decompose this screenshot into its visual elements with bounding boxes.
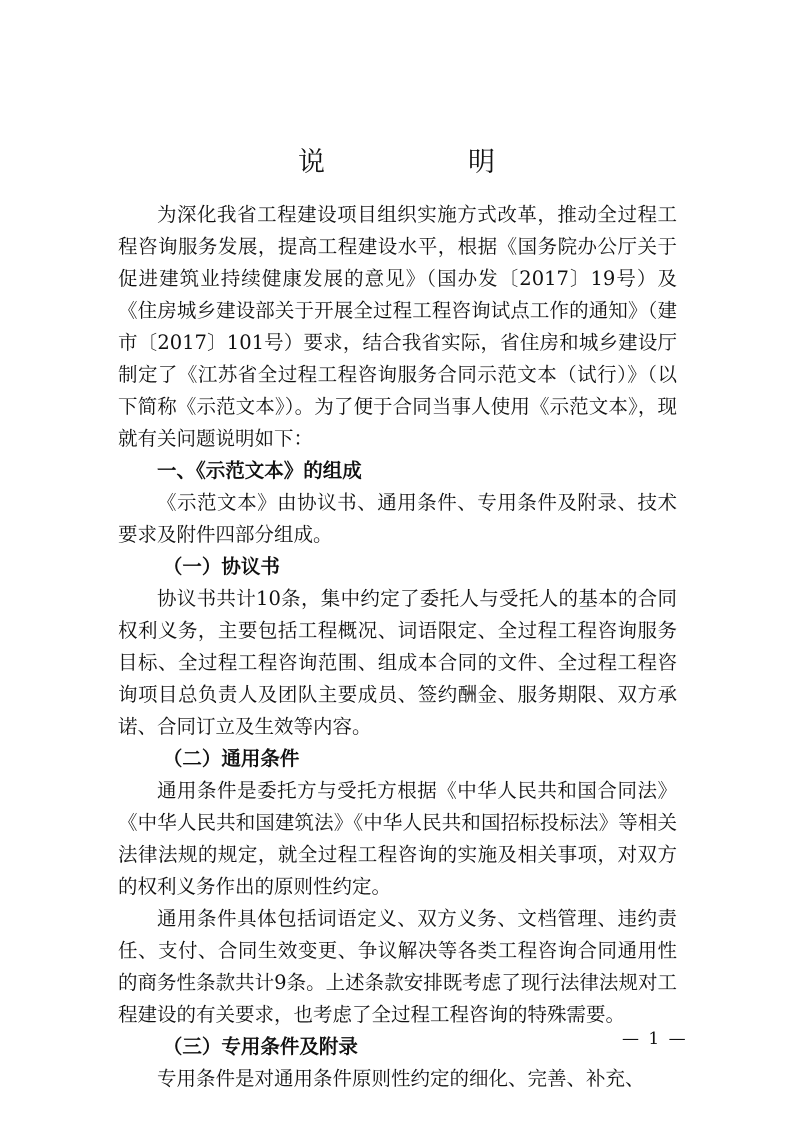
special-conditions-paragraph: 专用条件是对通用条件原则性约定的细化、完善、补充、 [157, 1067, 645, 1090]
agreement-paragraph: 协议书共计10条，集中约定了委托人与受托人的基本的合同权利义务，主要包括工程概况、词语限定、全过程工程咨询服务目标、全过程工程咨询范围、组成本合同的文件、全过程工程咨询项目总负责人及团队主要成员、签约酬金、服务期限、双方承诺、合同订立及生效等内容。 [118, 587, 677, 738]
subsection-heading-special-conditions: （三）专用条件及附录 [162, 1035, 358, 1058]
general-conditions-paragraph-2: 通用条件具体包括词语定义、双方义务、文档管理、违约责任、支付、合同生效变更、争议解决等各类工程咨询合同通用性的商务性条款共计9条。上述条款安排既考虑了现行法律法规对工程建设的有关要求，也考虑了全过程工程咨询的特殊需要。 [118, 907, 677, 1026]
section-heading-composition: 一、《示范文本》的组成 [157, 459, 362, 482]
intro-paragraph: 为深化我省工程建设项目组织实施方式改革，推动全过程工程咨询服务发展，提高工程建设水平，根据《国务院办公厅关于促进建筑业持续健康发展的意见》（国办发〔2017〕19号）及《住房城乡建设部关于开展全过程工程咨询试点工作的通知》（建市〔2017〕101号）要求，结合我省实际，省住房和城乡建设厅制定了《江苏省全过程工程咨询服务合同示范文本（试行）》（以下简称《示范文本》）。为了便于合同当事人使用《示范文本》，现就有关问题说明如下： [118, 203, 677, 450]
composition-paragraph: 《示范文本》由协议书、通用条件、专用条件及附录、技术要求及附件四部分组成。 [118, 491, 677, 546]
subsection-heading-agreement: （一）协议书 [162, 555, 280, 578]
page-number: — 1 — [622, 1029, 688, 1049]
document-body [118, 199, 677, 1095]
page-title: 说 明 [298, 147, 553, 178]
subsection-heading-general-conditions: （二）通用条件 [162, 747, 300, 770]
general-conditions-paragraph-1: 通用条件是委托方与受托方根据《中华人民共和国合同法》《中华人民共和国建筑法》《中华人民共和国招标投标法》等相关法律法规的规定，就全过程工程咨询的实施及相关事项，对双方的权利义务作出的原则性约定。 [118, 779, 677, 898]
